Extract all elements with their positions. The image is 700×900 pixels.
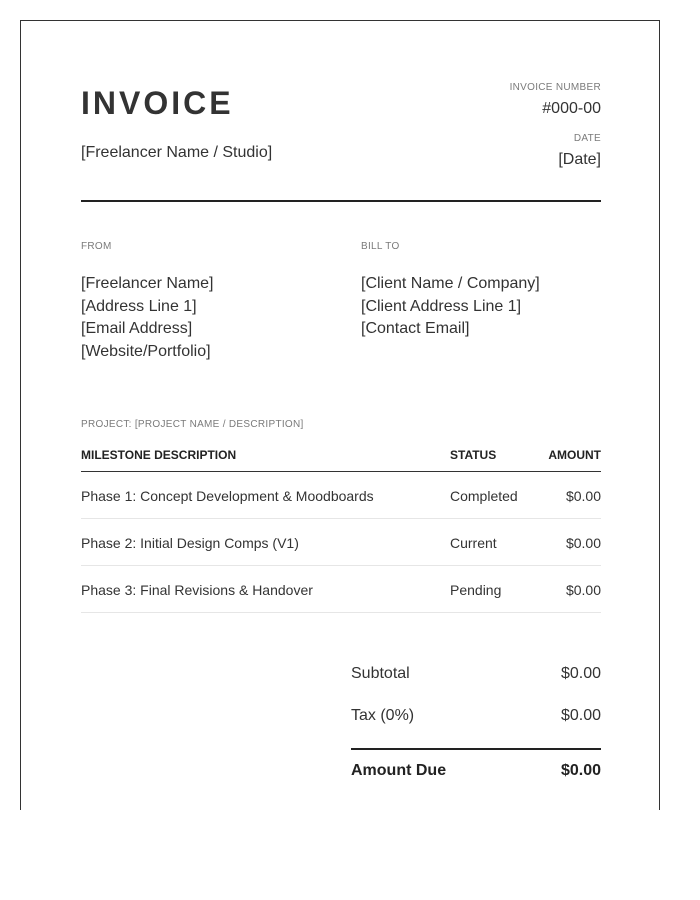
milestone-description: Phase 3: Final Revisions & Handover	[81, 582, 313, 598]
milestone-description: Phase 1: Concept Development & Moodboards	[81, 488, 374, 504]
milestone-amount: $0.00	[565, 535, 601, 551]
bill-to-block	[361, 241, 540, 341]
from-line: [Freelancer Name]	[81, 275, 214, 292]
bill-to-line: [Contact Email]	[361, 320, 470, 337]
invoice-number-block	[510, 82, 601, 118]
amount-due-value: $0.00	[560, 762, 601, 779]
invoice-date-label: DATE	[573, 133, 601, 144]
from-line: [Address Line 1]	[81, 297, 197, 315]
milestone-amount: $0.00	[565, 488, 601, 504]
milestone-status: Pending	[450, 582, 502, 598]
table-row	[81, 519, 601, 566]
amount-due-row	[351, 762, 601, 786]
invoice-page	[20, 20, 660, 810]
freelancer-studio-name: [Freelancer Name / Studio]	[81, 144, 273, 161]
bill-to-line: [Client Address Line 1]	[361, 297, 522, 315]
bill-to-label: BILL TO	[361, 241, 400, 252]
milestone-status: Completed	[450, 488, 518, 504]
tax-row	[351, 707, 601, 731]
invoice-number-value: #000-00	[542, 100, 601, 117]
subtotal-label: Subtotal	[351, 665, 410, 682]
milestone-amount: $0.00	[565, 582, 601, 598]
tax-label: Tax (0%)	[351, 707, 415, 724]
table-row	[81, 566, 601, 613]
from-label: FROM	[81, 241, 112, 252]
invoice-title: INVOICE	[81, 85, 234, 121]
invoice-content	[81, 21, 601, 810]
subtotal-value: $0.00	[560, 665, 601, 682]
from-line: [Email Address]	[81, 320, 193, 337]
from-address	[81, 273, 214, 363]
amount-due-label: Amount Due	[351, 762, 447, 779]
milestone-description: Phase 2: Initial Design Comps (V1)	[81, 535, 299, 551]
from-line: [Website/Portfolio]	[81, 342, 211, 360]
description-column-header: MILESTONE DESCRIPTION	[81, 448, 237, 462]
invoice-date-block	[558, 133, 601, 169]
table-row	[81, 472, 601, 519]
from-block	[81, 241, 214, 363]
status-column-header: STATUS	[450, 448, 497, 462]
header-divider	[81, 200, 601, 202]
amount-column-header: AMOUNT	[548, 448, 601, 462]
amount-due-divider	[351, 748, 601, 750]
tax-value: $0.00	[560, 707, 601, 724]
invoice-date-value: [Date]	[558, 151, 601, 168]
project-label: PROJECT: [PROJECT NAME / DESCRIPTION]	[81, 419, 304, 430]
milestone-status: Current	[450, 535, 497, 551]
subtotal-row	[351, 665, 601, 689]
bill-to-address	[361, 273, 540, 341]
bill-to-line: [Client Name / Company]	[361, 275, 540, 292]
milestone-table-header	[81, 446, 601, 472]
invoice-number-label: INVOICE NUMBER	[509, 82, 601, 93]
